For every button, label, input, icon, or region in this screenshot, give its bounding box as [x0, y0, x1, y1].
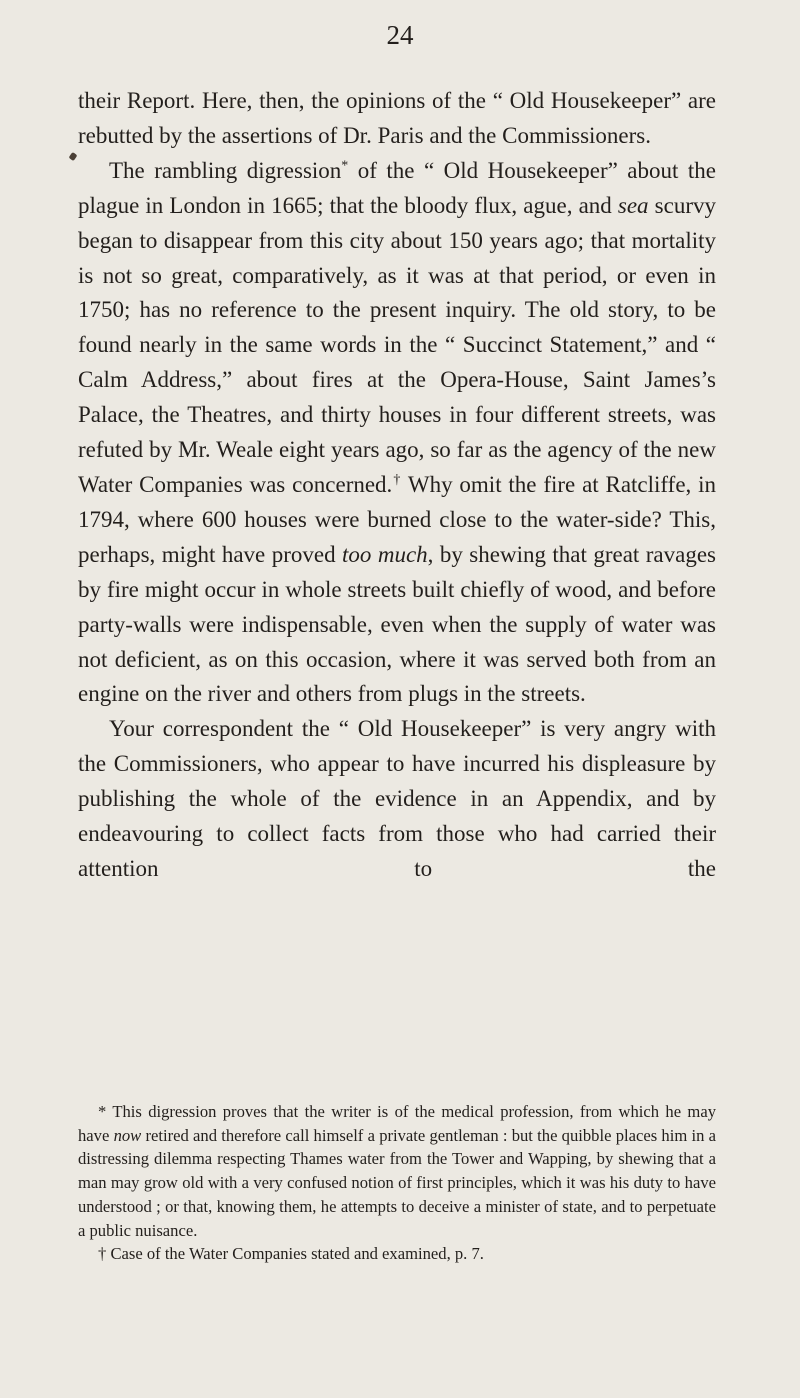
- footnotes: [78, 1100, 716, 1266]
- paragraph-text: of the “ Old Housekeeper” about the plague in London in 1665; that the bloody flux, ague, and: [78, 157, 716, 218]
- paragraph-text: their Report. Here, then, the opinions of the “ Old Housekeeper” are rebutted by the assertions of Dr. Paris and the Commissioners.: [78, 88, 716, 148]
- footnote-dagger: † Case of the Water Companies stated and examined, p. 7.: [98, 1244, 484, 1264]
- footnote-text: retired and therefore call himself a private gentleman : but the quibble places him in a distressing dilemma respecting Thames water from the Tower and Wapping, by shewing that a man may grow old with a very confused notion of first principles, which it was his duty to have understood ; or that, knowing them, he attempts to deceive a minister of state, and to perpetuate a public nuisance.: [78, 1125, 716, 1240]
- paragraph-text: The rambling digression: [109, 157, 342, 183]
- paragraph-text: scurvy began to disappear from this city about 150 years ago; that mortality is not so great, comparatively, as it was at that period, or even in 1750; has no reference to the present inquiry. The old story, to be found nearly in the same words in the “ Succinct Statement,” and “ Calm Address,” about fires at the Opera-House, Saint James’s Palace, the Theatres, and thirty houses in four different streets, was refuted by Mr. Weale eight years ago, so far as the agency of the new Water Companies was concerned.: [78, 192, 716, 497]
- paragraph-text: , by shewing that great ravages by fire might occur in whole streets built chiefly of wood, and before party-walls were indispensable, even when the supply of water was not deficient, as on this occasion, where it was served both from an engine on the river and others from plugs in the streets.: [78, 541, 716, 707]
- page-number: 24: [386, 20, 414, 50]
- paragraph-digression: [78, 154, 716, 713]
- italic-word-now: now: [113, 1125, 142, 1145]
- paragraph-text: Why omit the fire at Ratcliffe, in 1794, where 600 houses were burned close to the water-side? This, perhaps, might have proved: [78, 471, 716, 567]
- body-text: [78, 84, 716, 887]
- footnote-star: [78, 1100, 716, 1242]
- footnote-marker-star: *: [341, 158, 349, 174]
- ink-mark: [69, 152, 78, 161]
- footnote-text: * This digression proves that the writer is of the medical profession, from which he may have: [78, 1102, 716, 1145]
- italic-phrase-too-much: too much: [342, 541, 428, 567]
- italic-word-sea: sea: [617, 192, 649, 218]
- footnote-marker-dagger: †: [392, 472, 402, 488]
- paragraph-continuation: [78, 84, 716, 154]
- paragraph-text: Your correspondent the “ Old Housekeeper” is very angry with the Commissioners, who appear to have incurred his displeasure by publishing the whole of the evidence in an Appendix, and by endeavouring to collect facts from those who had carried their attention to the: [78, 716, 716, 881]
- paragraph-correspondent: [78, 712, 716, 887]
